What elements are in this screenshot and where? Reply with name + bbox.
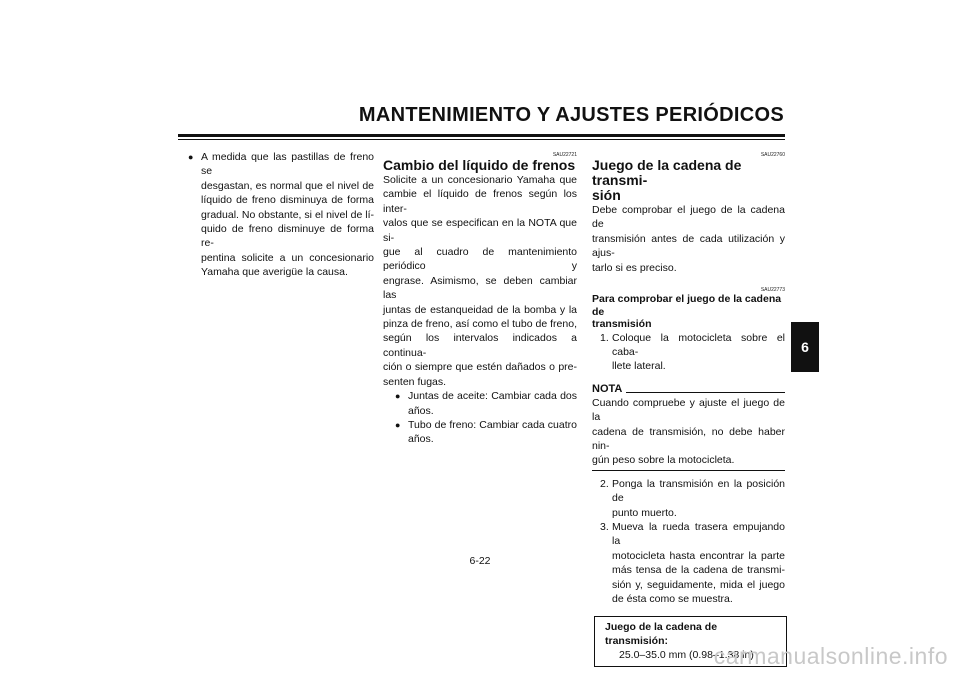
text-line: Solicite a un concesionario Yamaha que [383, 174, 577, 186]
brake-fluid-level-note [188, 150, 374, 280]
spec-label: Juego de la cadena de transmisión: [605, 621, 718, 648]
nota-rule [626, 392, 785, 393]
text-line: punto muerto. [612, 506, 677, 519]
text-line: más tensa de la cadena de transmi- [612, 564, 785, 577]
spec-value: 25.0–35.0 mm (0.98–1.38 in) [619, 649, 754, 662]
text-line: pentina solicite a un concesionario [201, 251, 374, 264]
text-line: de ésta como se muestra. [612, 593, 733, 606]
text-line: valos que se especifican en la NOTA que si- [383, 217, 577, 244]
text-line: Mueva la rueda trasera empujando la [612, 521, 785, 548]
text-line: ● A medida que las pastillas de freno se [201, 151, 374, 178]
text-line: quido de freno disminuye de forma re- [201, 223, 374, 250]
text-line: tarlo si es preciso. [592, 261, 677, 274]
column-2 [383, 150, 577, 447]
text-line: juntas de estanqueidad de la bomba y la [383, 303, 577, 316]
watermark: carmanualsonline.info [713, 643, 948, 669]
text-line: motocicleta hasta encontrar la parte [612, 549, 785, 562]
text-line: años. [408, 404, 434, 417]
text-line: desgastan, es normal que el nivel de [201, 179, 374, 192]
section-heading: sión [592, 187, 621, 203]
text-line: senten fugas. [383, 375, 447, 388]
text-line: Ponga la transmisión en la posición de [612, 477, 785, 505]
text-line: Cuando compruebe y ajuste el juego de la [592, 396, 785, 424]
header-rule [178, 134, 785, 137]
text-line: llete lateral. [612, 360, 666, 373]
step-number: 2. [600, 477, 609, 490]
section-code: SAU22760 [760, 152, 785, 158]
text-line: cadena de transmisión, no debe haber nin- [592, 425, 785, 452]
step-number: 1. [600, 331, 609, 344]
text-line: Coloque la motocicleta sobre el caba- [612, 331, 785, 358]
text-line: Debe comprobar el juego de la cadena de [592, 204, 785, 231]
section-intro [592, 203, 785, 275]
chapter-tab: 6 [791, 322, 819, 372]
section-heading: Cambio del líquido de frenos [383, 157, 576, 173]
nota-header [592, 383, 785, 396]
text-line: pinza de freno, así como el tubo de freno, [383, 318, 577, 331]
nota-end-rule [592, 470, 785, 471]
step-item [592, 331, 785, 374]
text-line: líquido de freno disminuya de forma [201, 194, 374, 207]
subsection-heading: Para comprobar el juego de la cadena de [592, 293, 782, 318]
section-code: SAU22773 [760, 287, 785, 294]
step-number: 3. [600, 521, 609, 533]
section-body [383, 173, 577, 389]
text-line: ● Juntas de aceite: Cambiar cada dos [408, 390, 577, 403]
bullet-item [383, 418, 577, 447]
text-line: según los intervalos indicados a continua- [383, 332, 577, 359]
text-line: gún peso sobre la motocicleta. [592, 454, 735, 467]
text-line: ción o siempre que estén dañados o pre- [383, 361, 577, 374]
bullet-item [383, 389, 577, 418]
page-number: 6-22 [469, 555, 491, 567]
nota-label: NOTA [592, 382, 623, 395]
text-line: transmisión antes de cada utilización y ajus- [592, 232, 785, 260]
page-title: MANTENIMIENTO Y AJUSTES PERIÓDICOS [358, 104, 784, 126]
column-1 [188, 150, 374, 280]
text-line: cambie el líquido de frenos según los inter- [383, 188, 577, 215]
text-line: Yamaha que averigüe la causa. [201, 266, 348, 279]
text-line: sión y, seguidamente, mida el juego [612, 578, 785, 591]
subsection-heading: transmisión [592, 318, 652, 331]
nota-body [592, 396, 785, 468]
text-line: engrase. Asimismo, se deben cambiar las [383, 274, 577, 302]
section-code: SAU22721 [552, 152, 577, 158]
step-item [592, 477, 785, 520]
text-line: años. [408, 433, 434, 446]
column-3 [592, 150, 785, 667]
text-line: gradual. No obstante, si el nivel de lí- [201, 208, 374, 221]
header-rule-thin [178, 139, 785, 140]
text-line: gue al cuadro de mantenimiento periódico y [383, 246, 577, 273]
section-heading: Juego de la cadena de transmi- [592, 157, 742, 188]
text-line: ● Tubo de freno: Cambiar cada cuatro [408, 418, 577, 431]
